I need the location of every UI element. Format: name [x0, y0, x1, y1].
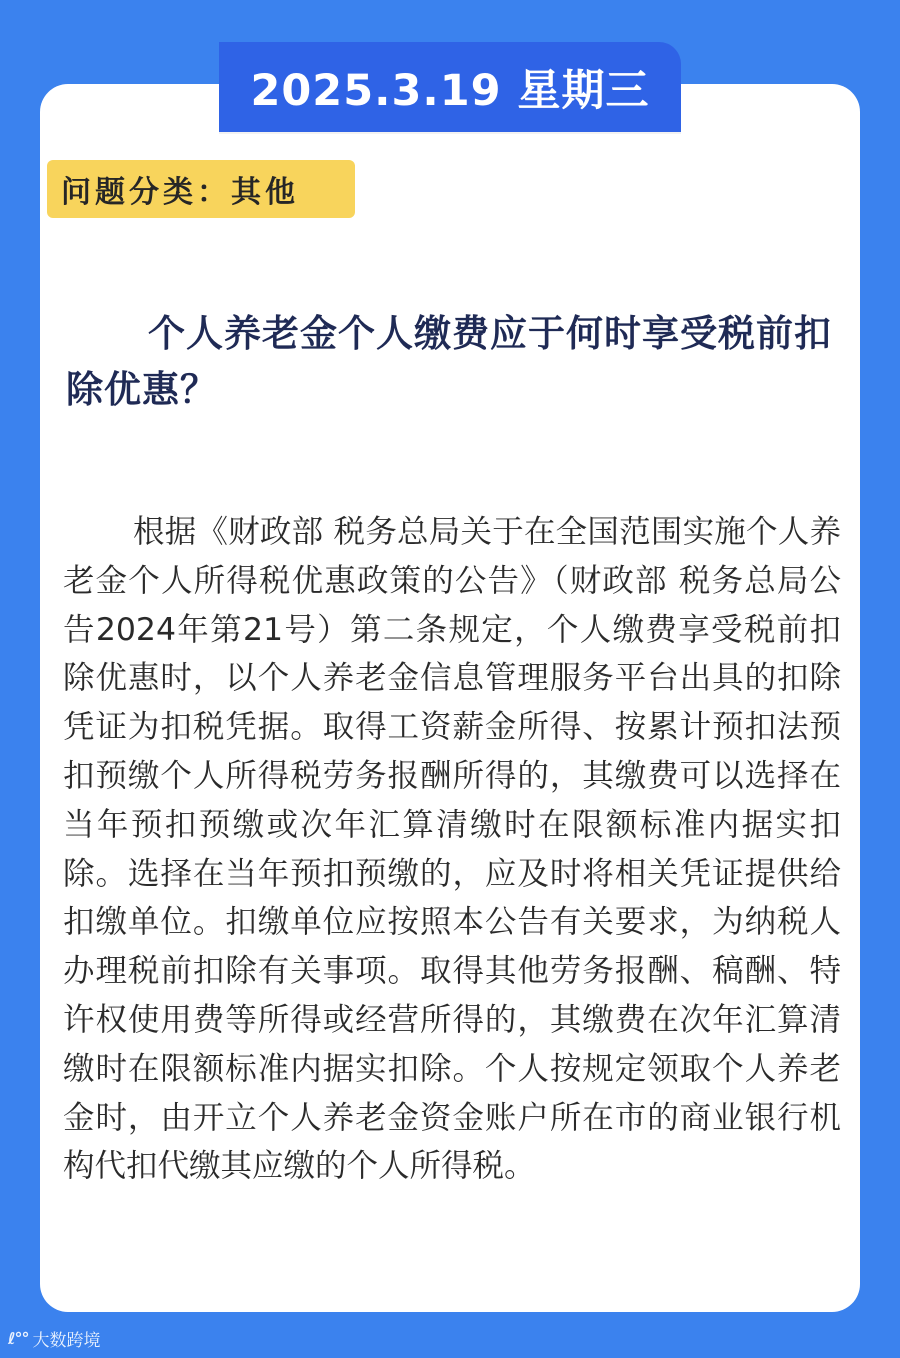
watermark-logo-icon: ℓ°°	[8, 1329, 29, 1348]
watermark	[8, 1326, 101, 1351]
date-banner: 2025.3.19 星期三	[219, 42, 681, 132]
watermark-text: 大数跨境	[32, 1331, 101, 1351]
question-title: 个人养老金个人缴费应于何时享受税前扣除优惠？	[66, 312, 832, 411]
answer-body: 根据《财政部 税务总局关于在全国范围实施个人养老金个人所得税优惠政策的公告》（财政部 税务总局公告2024年第21号）第二条规定，个人缴费享受税前扣除优惠时，以个人养老金信息管理服务平台出具的扣除凭证为扣税凭据。取得工资薪金所得、按累计预扣法预扣预缴个人所得税劳务报酬所得的，其缴费可以选择在当年预扣预缴或次年汇算清缴时在限额标准内据实扣除。选择在当年预扣预缴的，应及时将相关凭证提供给扣缴单位。扣缴单位应按照本公告有关要求，为纳税人办理税前扣除有关事项。取得其他劳务报酬、稿酬、特许权使用费等所得或经营所得的，其缴费在次年汇算清缴时在限额标准内据实扣除。个人按规定领取个人养老金时，由开立个人养老金资金账户所在市的商业银行机构代扣代缴其应缴的个人所得税。	[63, 514, 841, 1185]
category-tag: 问题分类：其他	[47, 160, 355, 218]
